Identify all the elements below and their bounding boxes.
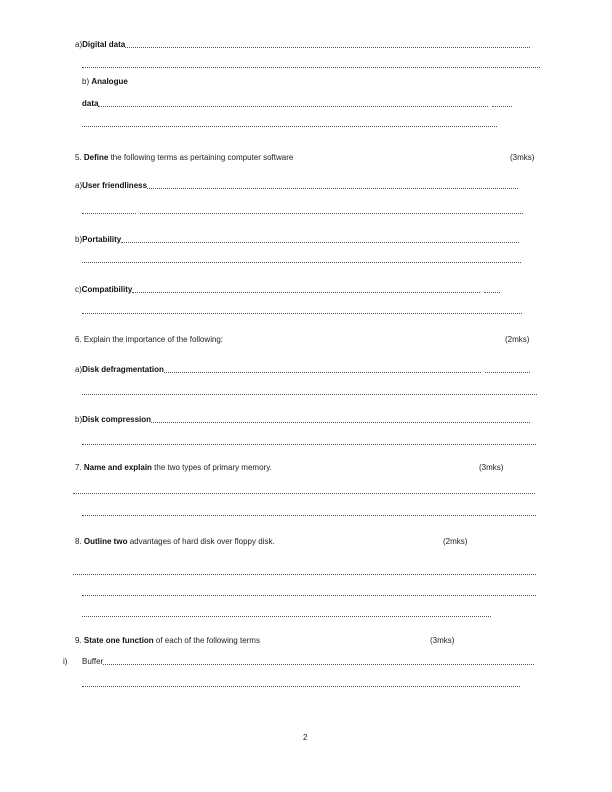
answer-line-disk-compression[interactable]: b) Disk compression	[75, 415, 530, 425]
answer-line-digital-data[interactable]	[75, 40, 530, 50]
question-6: 6. Explain the importance of the following:	[75, 335, 224, 344]
answer-line[interactable]	[82, 119, 497, 129]
answer-line[interactable]	[73, 486, 535, 496]
answer-line-analogue-data[interactable]	[82, 99, 512, 109]
answer-line[interactable]	[82, 437, 536, 447]
page-number: 2	[303, 733, 308, 742]
answer-line[interactable]	[82, 206, 523, 216]
term-analogue-data-cont: data	[82, 99, 99, 108]
question-5: 5. Define the following terms as pertaining computer software	[75, 153, 294, 162]
answer-line[interactable]	[82, 588, 536, 598]
term-compatibility: Compatibility	[81, 285, 133, 294]
term-user-friendliness: User friendliness	[82, 181, 148, 190]
answer-line[interactable]	[82, 255, 521, 265]
term-analogue-data: b) Analogue	[82, 77, 128, 86]
marks-q6: (2mks)	[505, 335, 530, 344]
answer-line[interactable]	[73, 567, 536, 577]
marks-q7: (3mks)	[479, 463, 504, 472]
marks-q8: (2mks)	[443, 537, 468, 546]
answer-line-buffer[interactable]	[82, 657, 534, 667]
answer-line[interactable]	[82, 609, 491, 619]
item-prefix-i: i)	[63, 657, 68, 666]
item-prefix: a)	[75, 40, 83, 49]
question-9: 9. State one function of each of the following terms	[75, 636, 260, 645]
answer-line[interactable]	[82, 60, 540, 70]
question-7: 7. Name and explain the two types of primary memory.	[75, 463, 272, 472]
term-portability: Portability	[82, 235, 122, 244]
answer-line[interactable]	[82, 508, 536, 518]
answer-line[interactable]	[82, 306, 522, 316]
answer-line-user-friendliness[interactable]: a) User friendliness	[75, 181, 518, 191]
question-8: 8. Outline two advantages of hard disk over floppy disk.	[75, 537, 275, 546]
marks-q5: (3mks)	[510, 153, 535, 162]
term-disk-compression: Disk compression	[82, 415, 152, 424]
term-digital-data: Digital data	[82, 40, 126, 49]
answer-line-compatibility[interactable]: c) Compatibility	[75, 285, 500, 295]
answer-line-portability[interactable]: b) Portability	[75, 235, 519, 245]
term-buffer: Buffer	[82, 657, 104, 666]
marks-q9: (3mks)	[430, 636, 455, 645]
answer-line[interactable]	[82, 387, 537, 397]
term-disk-defragmentation: Disk defragmentation	[82, 365, 164, 374]
answer-line[interactable]	[82, 679, 520, 689]
answer-line-disk-defragmentation[interactable]: a) Disk defragmentation	[75, 365, 530, 375]
